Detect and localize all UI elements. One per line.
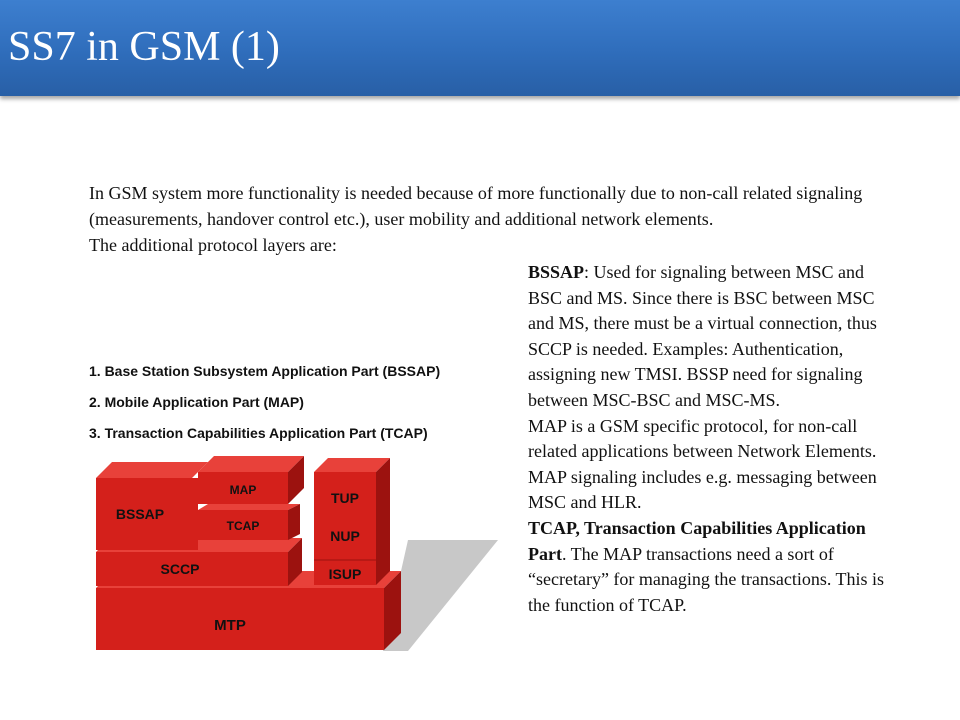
title-bar xyxy=(0,0,960,96)
bssap-label: BSSAP xyxy=(115,506,165,522)
layers-lead: The additional protocol layers are: xyxy=(89,235,337,255)
map-label: MAP xyxy=(229,483,257,497)
layer-item-bssap: 1. Base Station Subsystem Application Part (BSSAP) xyxy=(89,363,441,379)
protocol-stack-diagram xyxy=(88,448,498,663)
intro-text xyxy=(89,180,879,258)
map-block xyxy=(198,456,304,504)
layer-item-map: 2. Mobile Application Part (MAP) xyxy=(89,394,304,410)
tup-label: TUP xyxy=(331,490,359,506)
user-parts-block xyxy=(314,458,390,585)
bssap-block xyxy=(96,462,208,550)
map-description: MAP is a GSM specific protocol, for non-call related applications between Network Elements. MAP signaling includes e.g. messaging between MSC and HLR. xyxy=(528,415,877,513)
isup-label: ISUP xyxy=(328,566,362,582)
tcap-term: TCAP, Transaction Capabilities Application Part xyxy=(528,517,866,564)
slide-title: SS7 in GSM (1) xyxy=(8,24,280,70)
sccp-label: SCCP xyxy=(160,561,200,577)
tcap-label: TCAP xyxy=(226,519,260,533)
mtp-label: MTP xyxy=(214,617,246,634)
tcap-block xyxy=(198,504,300,540)
protocol-layers-list xyxy=(89,356,440,449)
intro-paragraph: In GSM system more functionality is needed because of more functionally due to non-call related signaling (measurements, handover control etc.), user mobility and additional network elements. xyxy=(89,183,863,229)
layer-item-tcap: 3. Transaction Capabilities Application Part (TCAP) xyxy=(89,425,428,441)
protocol-description xyxy=(528,260,900,663)
nup-label: NUP xyxy=(330,528,360,544)
bssap-description: : Used for signaling between MSC and BSC and MS. Since there is BSC between MSC and MS, there must be a virtual connection, thus SCCP is needed. Examples: Authentication, assigning new TMSI. BSSP need for signaling between MSC-BSC and MSC-MS. xyxy=(528,262,877,410)
tcap-description: . The MAP transactions need a sort of “secretary” for managing the transactions. This is the function of TCAP. xyxy=(528,543,885,615)
bssap-term: BSSAP xyxy=(528,262,585,282)
